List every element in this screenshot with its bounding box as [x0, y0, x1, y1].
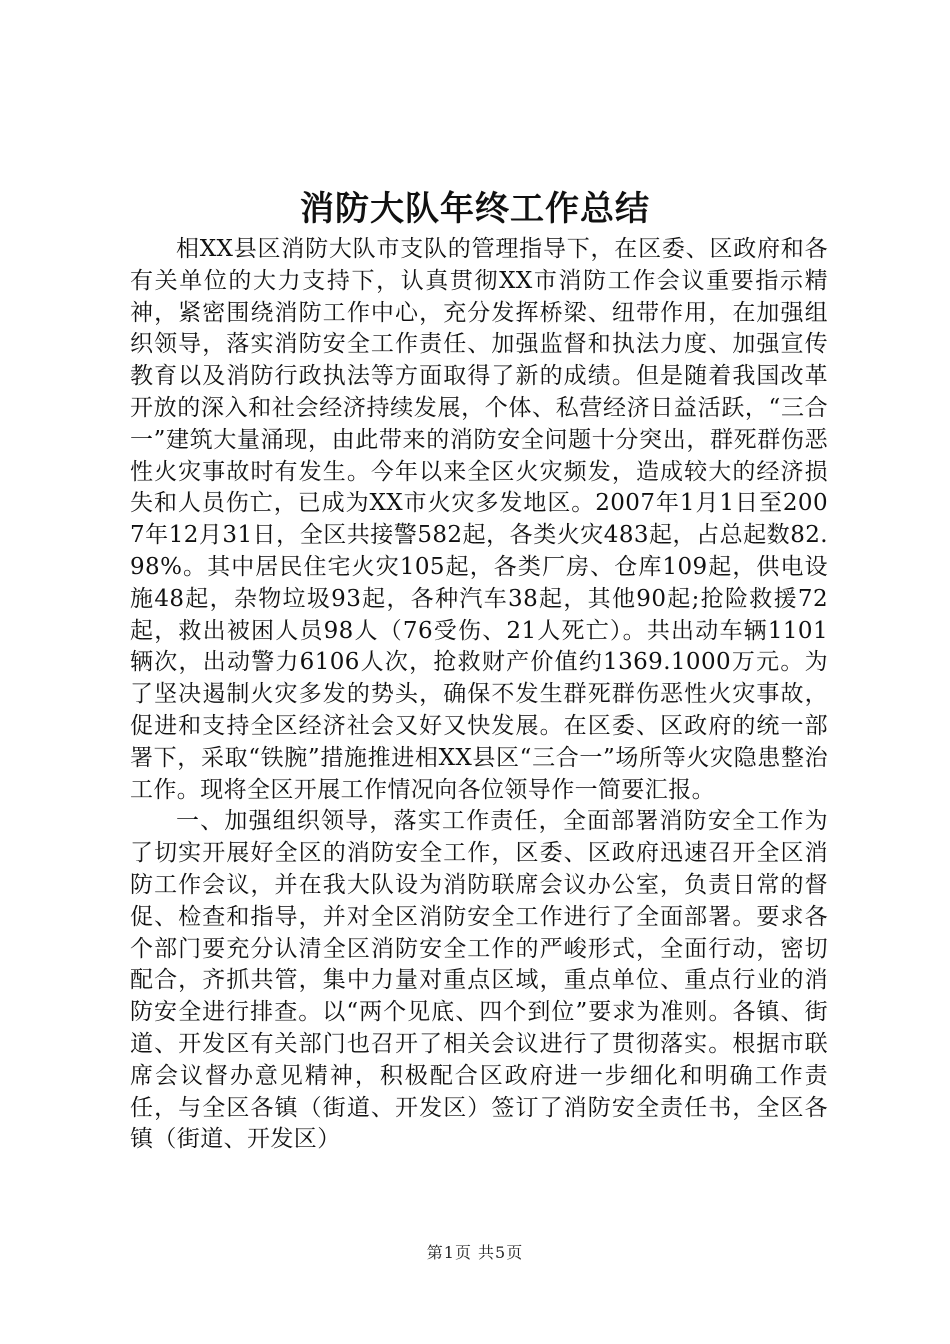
page-number-footer: 第1页 共5页	[426, 1243, 524, 1262]
document-body	[130, 234, 828, 1156]
document-title: 消防大队年终工作总结	[300, 189, 650, 229]
paragraph-section-one: 一、加强组织领导，落实工作责任，全面部署消防安全工作为了切实开展好全区的消防安全工作，区委、区政府迅速召开全区消防工作会议，并在我大队设为消防联席会议办公室，负责日常的督促、检查和指导，并对全区消防安全工作进行了全面部署。要求各个部门要充分认清全区消防安全工作的严峻形式，全面行动，密切配合，齐抓共管，集中力量对重点区域，重点单位、重点行业的消防安全进行排查。以“两个见底、四个到位”要求为准则。各镇、街道、开发区有关部门也召开了相关会议进行了贯彻落实。根据市联席会议督办意见精神，积极配合区政府进一步细化和明确工作责任，与全区各镇（街道、开发区）签订了消防安全责任书，全区各镇（街道、开发区）	[130, 808, 828, 1153]
paragraph-intro: 相XX县区消防大队市支队的管理指导下，在区委、区政府和各有关单位的大力支持下，认真贯彻XX市消防工作会议重要指示精神，紧密围绕消防工作中心，充分发挥桥梁、纽带作用，在加强组织领导，落实消防安全工作责任、加强监督和执法力度、加强宣传教育以及消防行政执法等方面取得了新的成绩。但是随着我国改革开放的深入和社会经济持续发展，个体、私营经济日益活跃，“三合一”建筑大量涌现，由此带来的消防安全问题十分突出，群死群伤恶性火灾事故时有发生。今年以来全区火灾频发，造成较大的经济损失和人员伤亡，已成为XX市火灾多发地区。2007年1月1日至2007年12月31日，全区共接警582起，各类火灾483起，占总起数82.98%。其中居民住宅火灾105起，各类厂房、仓库109起，供电设施48起，杂物垃圾93起，各种汽车38起，其他90起;抢险救援72起，救出被困人员98人（76受伤、21人死亡）。共出动车辆1101辆次，出动警力6106人次，抢救财产价值约1369.1000万元。为了坚决遏制火灾多发的势头，确保不发生群死群伤恶性火灾事故，促进和支持全区经济社会又好又快发展。在区委、区政府的统一部署下，采取“铁腕”措施推进相XX县区“三合一”场所等火灾隐患整治工作。现将全区开展工作情况向各位领导作一简要汇报。	[130, 236, 828, 803]
